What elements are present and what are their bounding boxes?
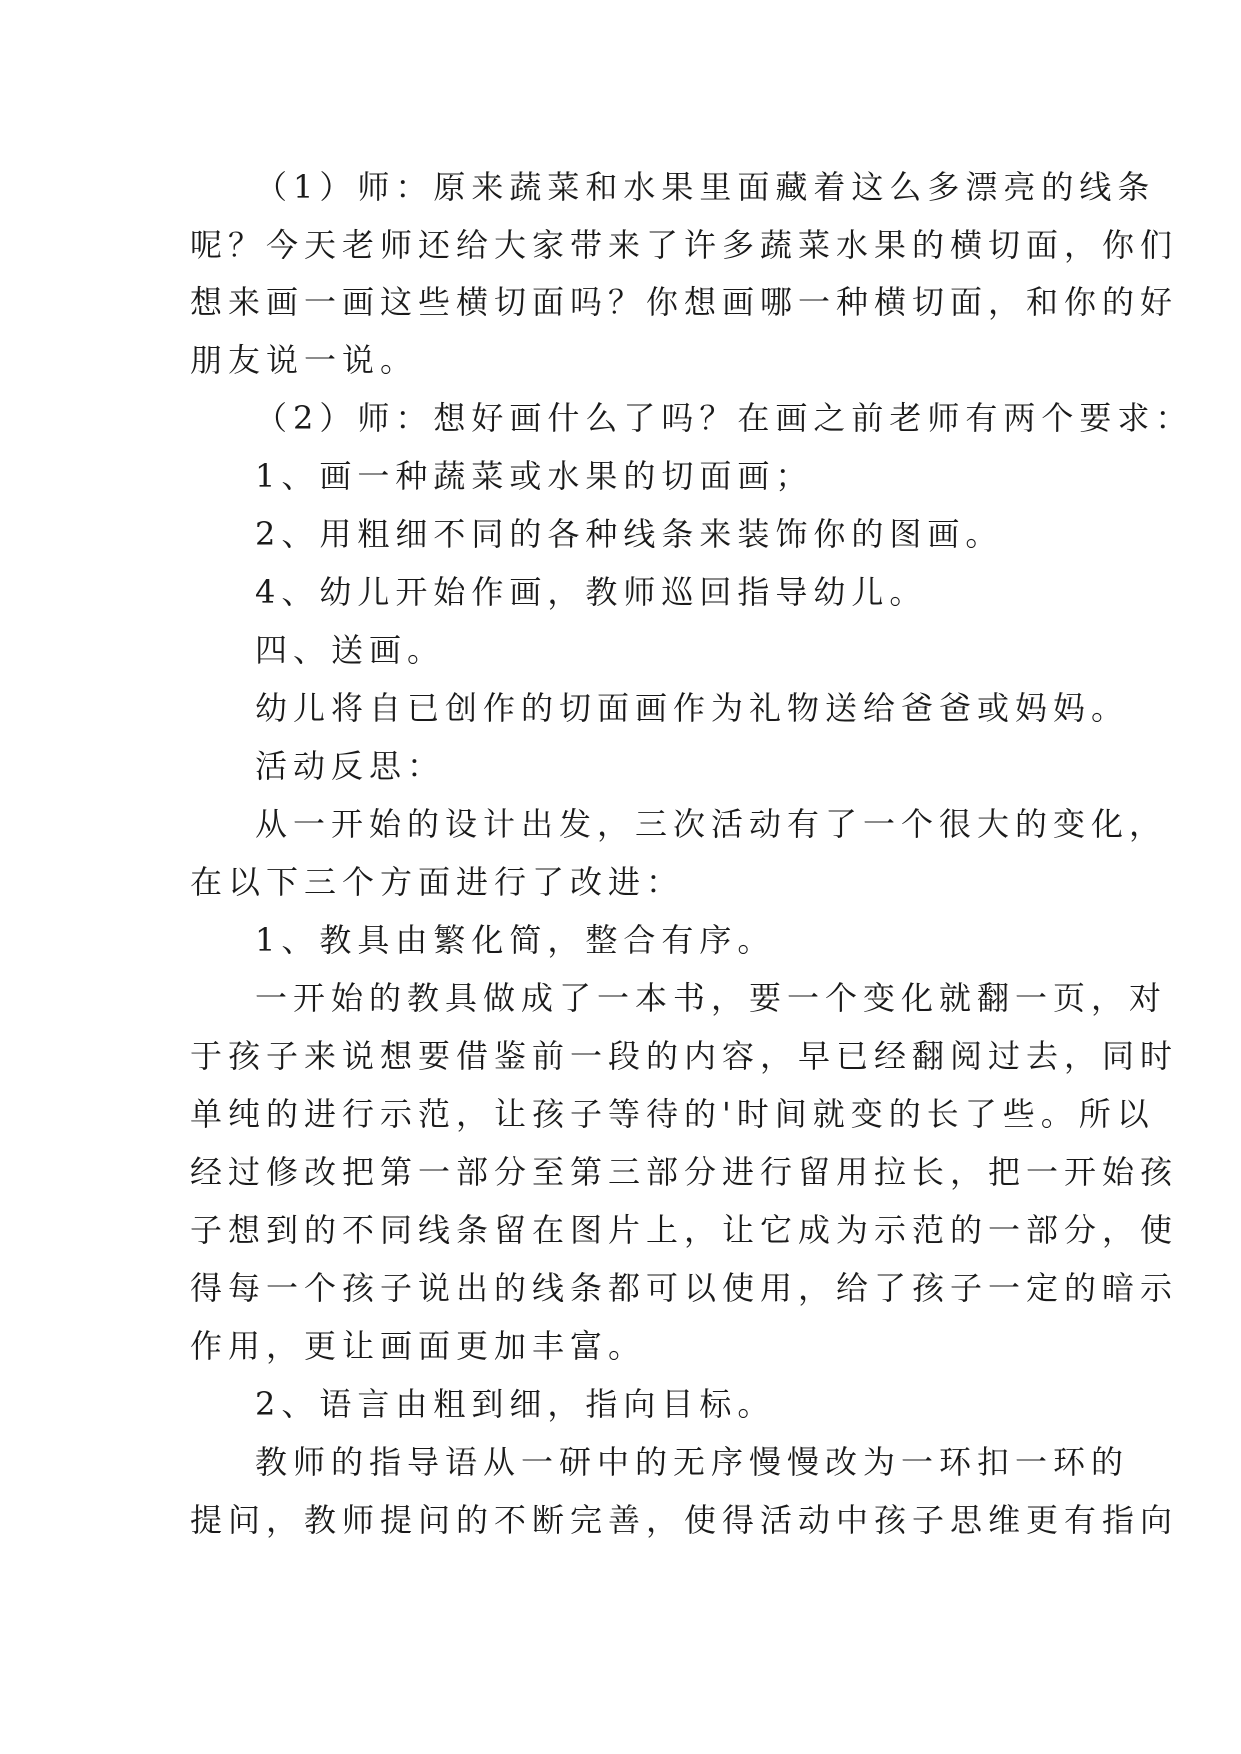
paragraph-line: 呢？今天老师还给大家带来了许多蔬菜水果的横切面，你们 (190, 226, 1179, 264)
paragraph-line: 得每一个孩子说出的线条都可以使用，给了孩子一定的暗示 (190, 1269, 1179, 1307)
paragraph-line: 经过修改把第一部分至第三部分进行留用拉长，把一开始孩 (190, 1153, 1179, 1191)
list-item: 1、教具由繁化简，整合有序。 (255, 921, 776, 959)
paragraph-line: 提问，教师提问的不断完善，使得活动中孩子思维更有指向 (190, 1501, 1179, 1539)
paragraph-line: 教师的指导语从一研中的无序慢慢改为一环扣一环的 (255, 1443, 1130, 1481)
paragraph-line: 在以下三个方面进行了改进： (190, 863, 685, 901)
paragraph-line: （1）师：原来蔬菜和水果里面藏着这么多漂亮的线条 (255, 168, 1156, 206)
paragraph-line: 一开始的教具做成了一本书，要一个变化就翻一页，对 (255, 979, 1168, 1017)
paragraph-line: 单纯的进行示范，让孩子等待的'时间就变的长了些。所以 (190, 1095, 1155, 1133)
section-heading: 四、送画。 (255, 631, 446, 669)
paragraph-line: 幼儿将自已创作的切面画作为礼物送给爸爸或妈妈。 (255, 689, 1130, 727)
list-item: 4、幼儿开始作画，教师巡回指导幼儿。 (255, 573, 928, 611)
paragraph-line: 子想到的不同线条留在图片上，让它成为示范的一部分，使 (190, 1211, 1179, 1249)
list-item: 1、画一种蔬菜或水果的切面画； (255, 457, 814, 495)
paragraph-line: 朋友说一说。 (190, 341, 419, 379)
list-item: 2、语言由粗到细，指向目标。 (255, 1385, 776, 1423)
section-heading: 活动反思： (255, 747, 446, 785)
paragraph-line: （2）师：想好画什么了吗？在画之前老师有两个要求： (255, 399, 1194, 437)
paragraph-line: 于孩子来说想要借鉴前一段的内容，早已经翻阅过去，同时 (190, 1037, 1179, 1075)
list-item: 2、用粗细不同的各种线条来装饰你的图画。 (255, 515, 1004, 553)
paragraph-line: 从一开始的设计出发，三次活动有了一个很大的变化， (255, 805, 1168, 843)
paragraph-line: 作用，更让画面更加丰富。 (190, 1327, 647, 1365)
paragraph-line: 想来画一画这些横切面吗？你想画哪一种横切面，和你的好 (190, 283, 1179, 321)
